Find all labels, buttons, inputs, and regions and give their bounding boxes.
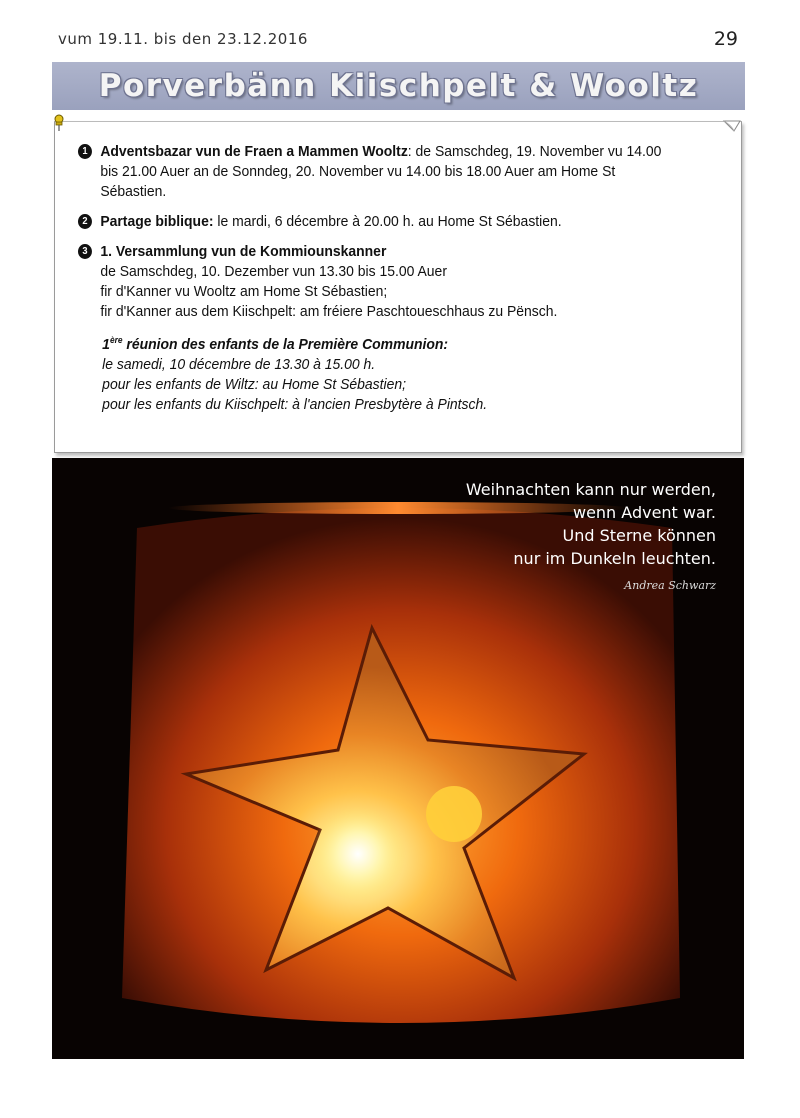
quote-author: Andrea Schwarz [624,579,716,592]
item-title: Partage biblique: [100,213,214,230]
header-date-range: vum 19.11. bis den 23.12.2016 [58,30,308,48]
number-bullet: 2 [78,214,92,229]
item-line: de Samschdeg, 10. Dezember vun 13.30 bis 15.00 Auer [100,263,447,280]
section-banner [52,62,745,110]
number-bullet: 1 [78,144,92,159]
list-item [78,242,683,322]
quote-block [466,478,716,597]
item-text: : de Samschdeg, 19. November vu 14.00 bis 21.00 Auer an de Sonndeg, 20. November vu 14.00 bis 18.00 Auer am Home St Sébastien. [100,143,662,200]
number-bullet: 3 [78,244,92,259]
list-item [78,212,683,232]
french-title: 1ère réunion des enfants de la Première Communion: [102,335,449,353]
item-title: Adventsbazar vun de Fraen a Mammen Wooltz [100,143,408,160]
french-line: pour les enfants du Kiischpelt: à l'ancien Presbytère à Pintsch. [102,396,488,413]
item-line: fir d'Kanner aus dem Kiischpelt: am fréiere Paschtoueschhaus zu Pënsch. [100,303,558,320]
list-item [78,142,683,202]
item-text: le mardi, 6 décembre à 20.00 h. au Home St Sébastien. [213,213,562,230]
lantern-photo [52,458,744,1059]
quote-line: Und Sterne können [562,526,716,545]
french-notice [78,330,683,415]
page-curl-icon [722,118,742,134]
item-line: fir d'Kanner vu Wooltz am Home St Sébastien; [100,283,388,300]
quote-line: nur im Dunkeln leuchten. [513,549,716,568]
quote-line: Weihnachten kann nur werden, [465,480,716,499]
french-line: le samedi, 10 décembre de 13.30 à 15.00 h. [102,356,376,373]
quote-line: wenn Advent war. [572,503,716,522]
page-number: 29 [713,28,738,50]
item-title: 1. Versammlung vun de Kommiounskanner [100,243,387,260]
banner-title: Porverbänn Kiischpelt & Wooltz [98,68,699,104]
french-line: pour les enfants de Wiltz: au Home St Sébastien; [102,376,407,393]
pushpin-icon [52,114,66,132]
announcement-content [78,142,683,415]
